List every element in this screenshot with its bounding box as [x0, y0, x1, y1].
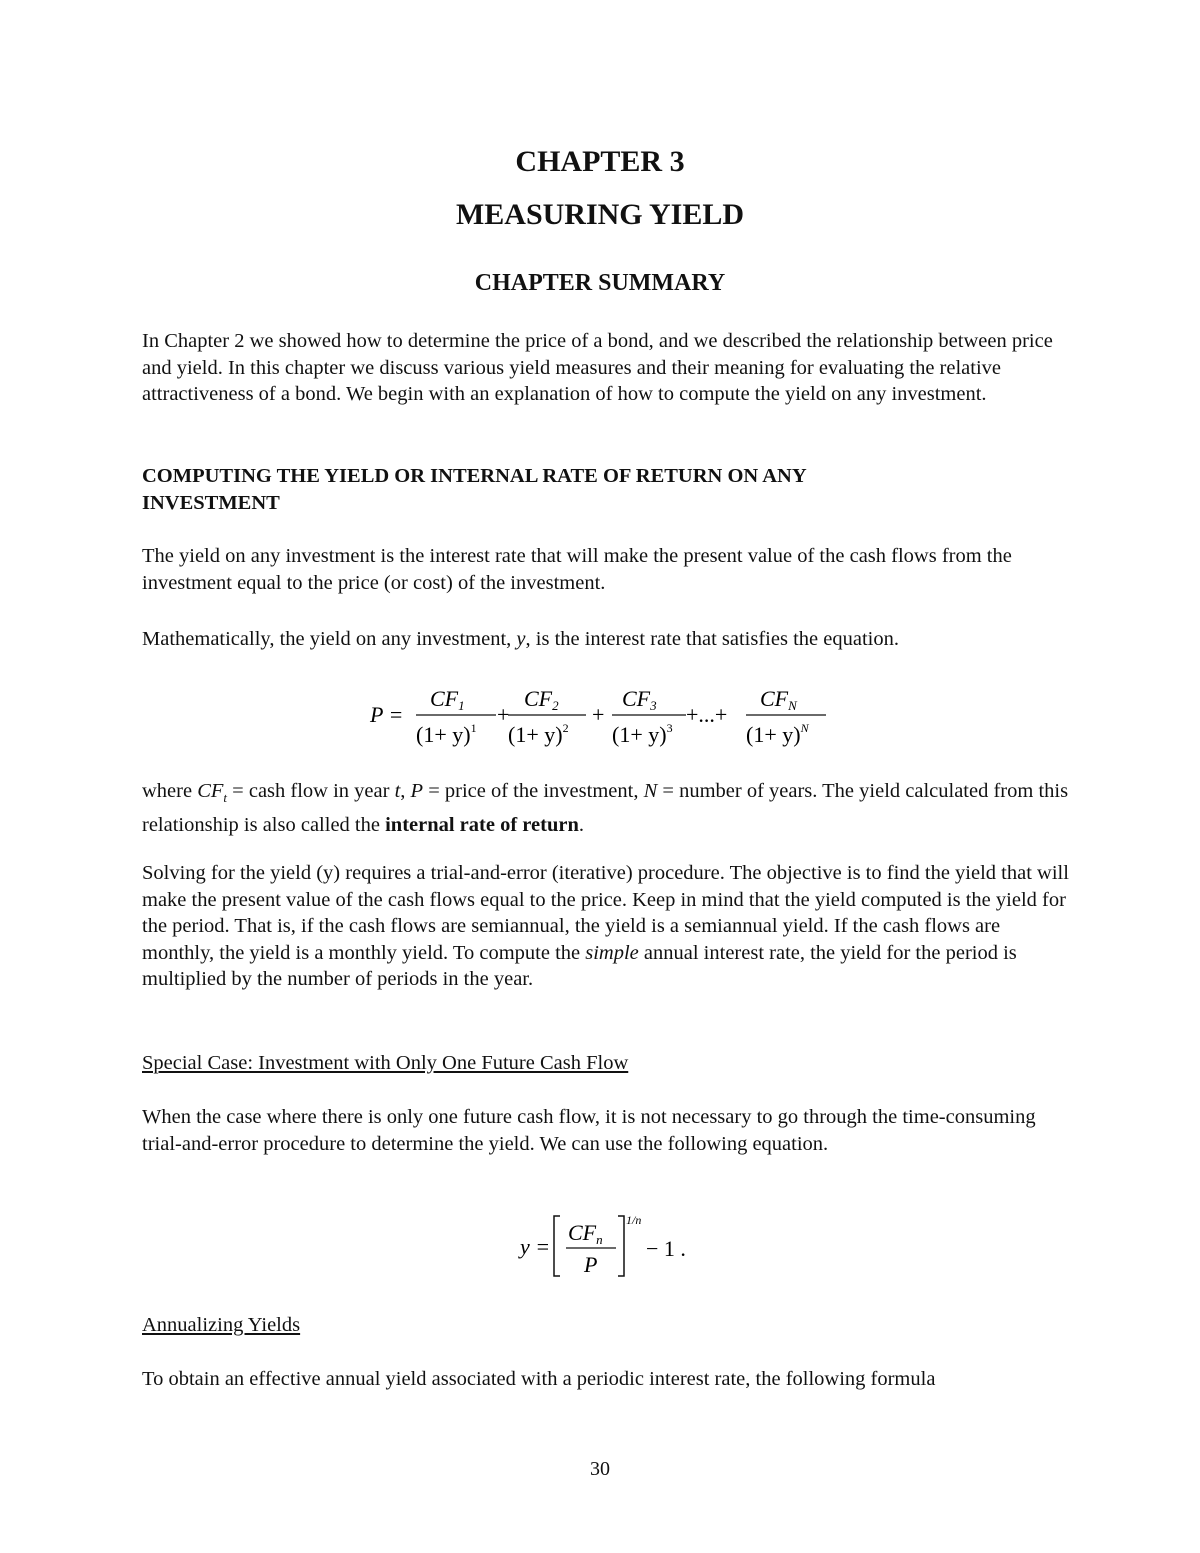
eq1-num-1: CF1: [430, 686, 465, 713]
eq2-den: P: [584, 1252, 598, 1277]
math-intro-paragraph: [142, 626, 1072, 653]
section-heading-line1: COMPUTING THE YIELD OR INTERNAL RATE OF RETURN ON ANY: [142, 465, 807, 487]
eq2-exponent: 1/n: [626, 1213, 642, 1227]
eq2-num: CFn: [568, 1220, 603, 1247]
annualizing-heading: Annualizing Yields: [142, 1314, 301, 1336]
page-number: 30: [590, 1458, 610, 1480]
where-t: t: [394, 780, 401, 802]
eq1-plus-2: +: [592, 702, 605, 727]
math-intro-text-b: , is the interest rate that satisfies the equation.: [525, 628, 899, 650]
eq1-num-n: CFN: [760, 686, 797, 713]
eq1-den-2: $(1+ y)^2$: [508, 721, 569, 747]
section-heading-line2: INVESTMENT: [142, 491, 280, 514]
chapter-title: MEASURING YIELD: [455, 198, 745, 231]
where-text-c: = price of the investment,: [423, 780, 644, 802]
eq1-den-1: $(1+ y)^1$: [416, 721, 477, 747]
summary-heading: CHAPTER SUMMARY: [474, 270, 726, 296]
iterative-italic: simple: [585, 941, 639, 964]
eq2-left-bracket: [554, 1216, 560, 1276]
math-intro-var-y: y: [516, 628, 526, 650]
where-text-b: ,: [400, 780, 411, 802]
where-p: P: [410, 780, 424, 802]
intro-paragraph: In Chapter 2 we showed how to determine the price of a bond, and we described the relationship between price and yield. In this chapter we discuss various yield measures and their meaning for evaluating the relative attractiveness of a bond. We begin with an explanation of how to compute the yield on any investment.: [142, 330, 1053, 405]
iterative-paragraph: [142, 860, 1072, 993]
eq1-lhs: P =: [370, 702, 404, 727]
where-cf-sub: t: [223, 790, 228, 806]
eq2-lhs: y =: [520, 1234, 551, 1259]
section-heading: [142, 463, 1072, 516]
eq1-num-3: CF3: [622, 686, 657, 713]
where-text: where: [142, 780, 198, 802]
single-cashflow-equation: [516, 1210, 696, 1282]
eq2-tail: − 1 .: [646, 1236, 686, 1261]
where-paragraph: [142, 778, 1072, 838]
iterative-text-a: Solving for the yield (y) requires a trial-and-error (iterative) procedure. The objective is to find the yield that will make the present value of the cash flows equal to the price. Keep in mind that the yield computed is the yield for the period. That is, if the cash flows are semiannual, the yield is a semiannual yield. If the cash flows are monthly, the yield is a monthly yield. To compute the: [142, 862, 1069, 964]
eq2-right-bracket: [618, 1216, 624, 1276]
special-case-heading: Special Case: Investment with Only One Future Cash Flow: [142, 1052, 629, 1074]
eq1-plus-1: +: [497, 702, 510, 727]
where-text-a: = cash flow in year: [227, 780, 395, 802]
where-text-d: = number of years. The yield calculated from this relationship is also called the: [142, 780, 1069, 836]
iterative-text-b: annual interest rate, the yield for the period is multiplied by the number of periods in the year.: [142, 941, 1017, 990]
eq1-ellipsis: +...+: [686, 702, 728, 727]
eq1-num-2: CF2: [524, 686, 559, 713]
eq1-den-3: $(1+ y)^3$: [612, 721, 673, 747]
annualizing-paragraph: To obtain an effective annual yield associated with a periodic interest rate, the following formula: [142, 1368, 936, 1390]
where-n: N: [643, 780, 658, 802]
irr-equation: [360, 678, 840, 758]
irr-term: internal rate of return: [385, 813, 579, 836]
special-case-paragraph: When the case where there is only one future cash flow, it is not necessary to go through the time-consuming trial-and-error procedure to determine the yield. We can use the following equation.: [142, 1106, 1036, 1155]
eq1-den-n: $(1+ y)^N$: [746, 721, 809, 747]
where-cf: CF: [197, 780, 224, 802]
where-end: .: [578, 813, 584, 836]
math-intro-text-a: Mathematically, the yield on any investment,: [142, 628, 517, 650]
chapter-number: CHAPTER 3: [515, 145, 685, 178]
yield-definition-paragraph: The yield on any investment is the interest rate that will make the present value of the cash flows from the investment equal to the price (or cost) of the investment.: [142, 545, 1012, 594]
